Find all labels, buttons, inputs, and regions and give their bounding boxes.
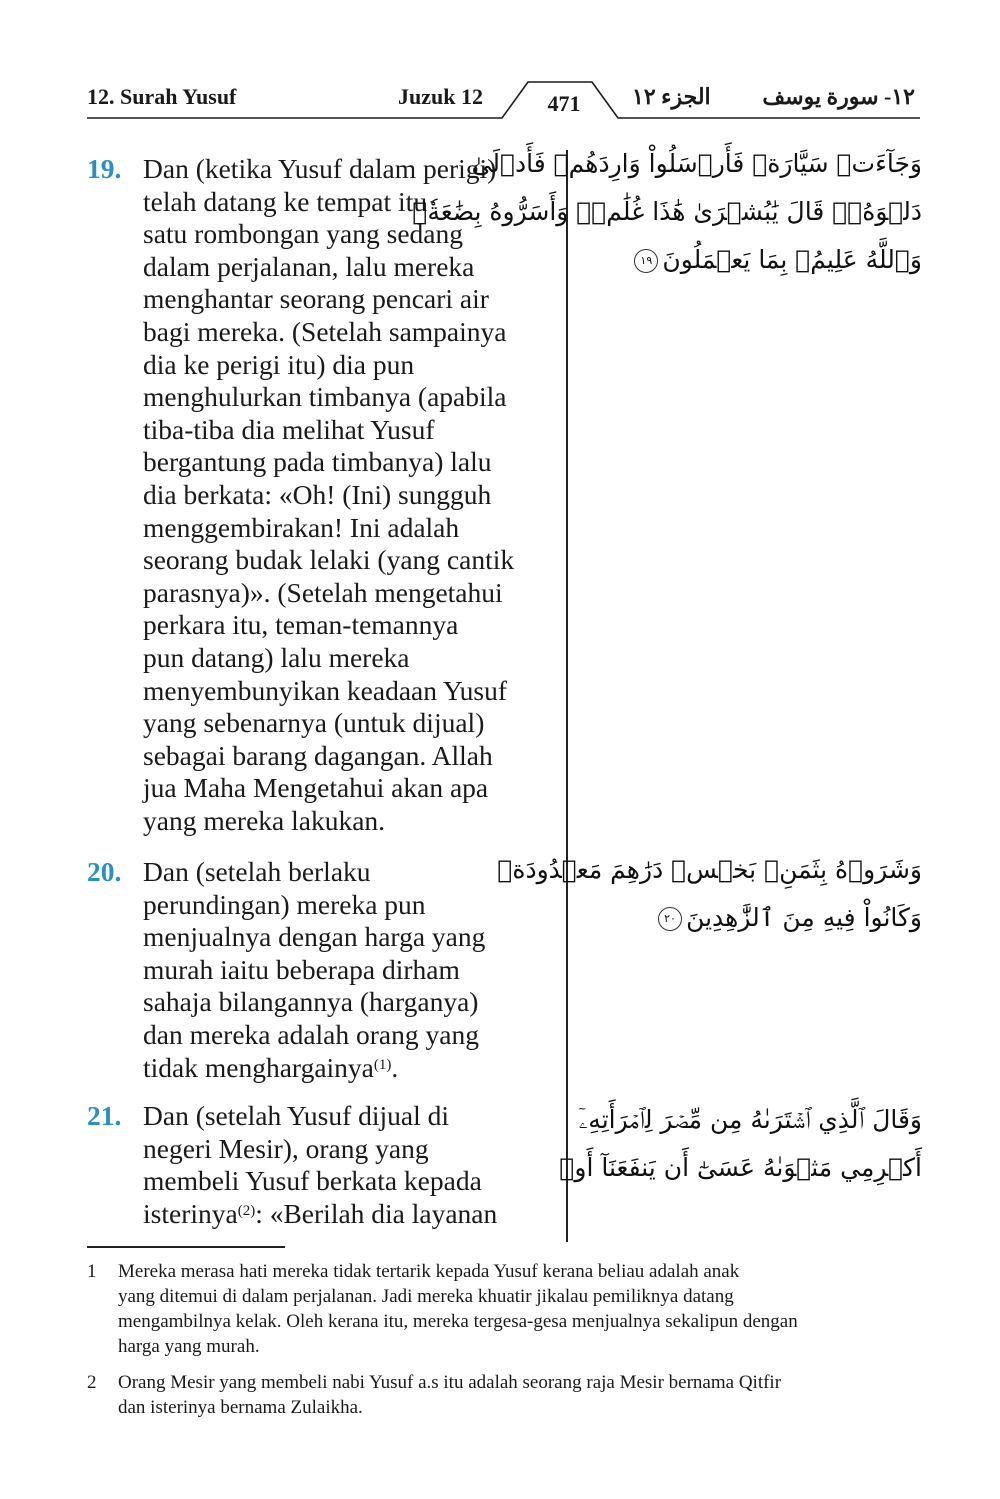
text-line: murah iaitu beberapa dirham [143,953,460,985]
verse-number: 20. [87,856,122,887]
ayah-end-marker: ١٩ [634,249,658,273]
text-line: bagi mereka. (Setelah sampainya [143,315,507,347]
footnote-rule [87,1246,285,1248]
text-line: negeri Mesir), orang yang [143,1132,429,1164]
column-divider [566,150,568,1242]
text-line: Orang Mesir yang membeli nabi Yusuf a.s itu adalah seorang raja Mesir bernama Qitfir [118,1372,782,1393]
footnote-ref[interactable]: (1) [373,1056,392,1073]
arabic-juz-label: الجزء ١٢ [632,84,711,109]
arabic-line: دَلۡوَهُۥۖ قَالَ يَٰبُشۡرَىٰ هَٰذَا غُلَٰمٞۚ وَأَسَرُّوهُ بِضَٰعَةٗۚ [412,197,922,226]
text-line: tiba-tiba dia melihat Yusuf [143,413,435,445]
text-line: yang sebenarnya (untuk dijual) [143,707,485,739]
footnote-ref[interactable]: (2) [237,1202,256,1219]
text-line: menyembunyikan keadaan Yusuf [143,674,508,706]
text-line: pun datang) lalu mereka [143,641,410,673]
page-number: 471 [547,91,581,116]
ayah-end-marker: ٢٠ [658,907,682,931]
text-line: dan isterinya bernama Zulaikha. [118,1397,363,1418]
arabic-surah-label: ١٢- سورة يوسف [762,84,915,109]
arabic-verse-21 [559,1096,922,1192]
text-line: dalam perjalanan, lalu mereka [143,250,475,282]
arabic-verse-20 [497,846,922,942]
footnote-number: 1 [87,1261,97,1282]
juzuk-label: Juzuk 12 [398,84,483,109]
text-line: parasnya)». (Setelah mengetahui [143,576,503,608]
text-line: membeli Yusuf berkata kepada [143,1165,482,1197]
text-line: telah datang ke tempat itu [143,185,428,217]
text-line: perkara itu, teman-temannya [143,609,459,641]
arabic-line: وَقَالَ ٱلَّذِي ٱشۡتَرَىٰهُ مِن مِّصۡرَ لِٱمۡرَأَتِهِۦٓ [578,1105,922,1134]
text-line: dia berkata: «Oh! (Ini) sungguh [143,478,492,510]
arabic-line: وَكَانُواْ فِيهِ مِنَ ٱلزَّٰهِدِينَ٢٠ [600,894,922,942]
footnote-text [118,1370,918,1420]
text-line: Dan (ketika Yusuf dalam perigi) [143,153,497,184]
verse-text [143,1100,563,1230]
text-line: mengambilnya kelak. Oleh kerana itu, mereka tergesa-gesa menjualnya sekalipun dengan [118,1311,798,1332]
text-line: Dan (setelah berlaku [143,856,371,887]
text-line: dan mereka adalah orang yang [143,1018,479,1050]
text-line: yang mereka lakukan. [143,804,386,836]
text-line: sebagai barang dagangan. Allah [143,739,493,771]
verse-text [143,153,563,837]
text-line: menggembirakan! Ini adalah [143,511,460,543]
text-line: Dan (setelah Yusuf dijual di [143,1100,449,1131]
text-line: sahaja bilangannya (harganya) [143,986,479,1018]
text-line: menjualnya dengan harga yang [143,921,486,953]
text-line: yang ditemui di dalam perjalanan. Jadi mereka khuatir jikalau pemiliknya datang [118,1286,734,1307]
text-line: menghulurkan timbanya (apabila [143,381,507,413]
text-line: jua Maha Mengetahui akan apa [143,772,489,804]
arabic-line: وَشَرَوۡهُ بِثَمَنِۭ بَخۡسٖ دَرَٰهِمَ مَعۡدُودَةٖ [497,855,922,884]
header-rule [0,0,1000,140]
arabic-line: أَكۡرِمِي مَثۡوَىٰهُ عَسَىٰٓ أَن يَنفَعَنَآ أَوۡ [559,1153,922,1182]
text-line: Mereka merasa hati mereka tidak tertarik kepada Yusuf kerana beliau adalah anak [118,1261,740,1282]
text-line: satu rombongan yang sedang [143,218,463,250]
arabic-line: وَجَآءَتۡ سَيَّارَةٞ فَأَرۡسَلُواْ وَارِدَهُمۡ فَأَدۡلَىٰ [471,149,922,178]
verse-number: 21. [87,1100,122,1131]
surah-label: 12. Surah Yusuf [87,84,237,109]
footnote-text [118,1259,918,1359]
text-line: perundingan) mereka pun [143,888,426,920]
text-line: seorang budak lelaki (yang cantik [143,544,515,576]
text-line: dia ke perigi itu) dia pun [143,348,415,380]
verse-last-line: tidak menghargainya$^{(1)}$. [143,1051,399,1083]
footnote-number: 2 [87,1372,97,1393]
text-line: menghantar seorang pencari air [143,283,489,315]
arabic-line: وَٱللَّهُ عَلِيمُۢ بِمَا يَعۡمَلُونَ١٩ [600,236,922,284]
text-line: harga yang murah. [118,1336,260,1357]
verse-last-line: isterinya$^{(2)}$: «Berilah dia layanan [143,1197,498,1229]
arabic-verse-19 [412,140,922,284]
text-line: bergantung pada timbanya) lalu [143,446,492,478]
verse-number: 19. [87,153,122,184]
